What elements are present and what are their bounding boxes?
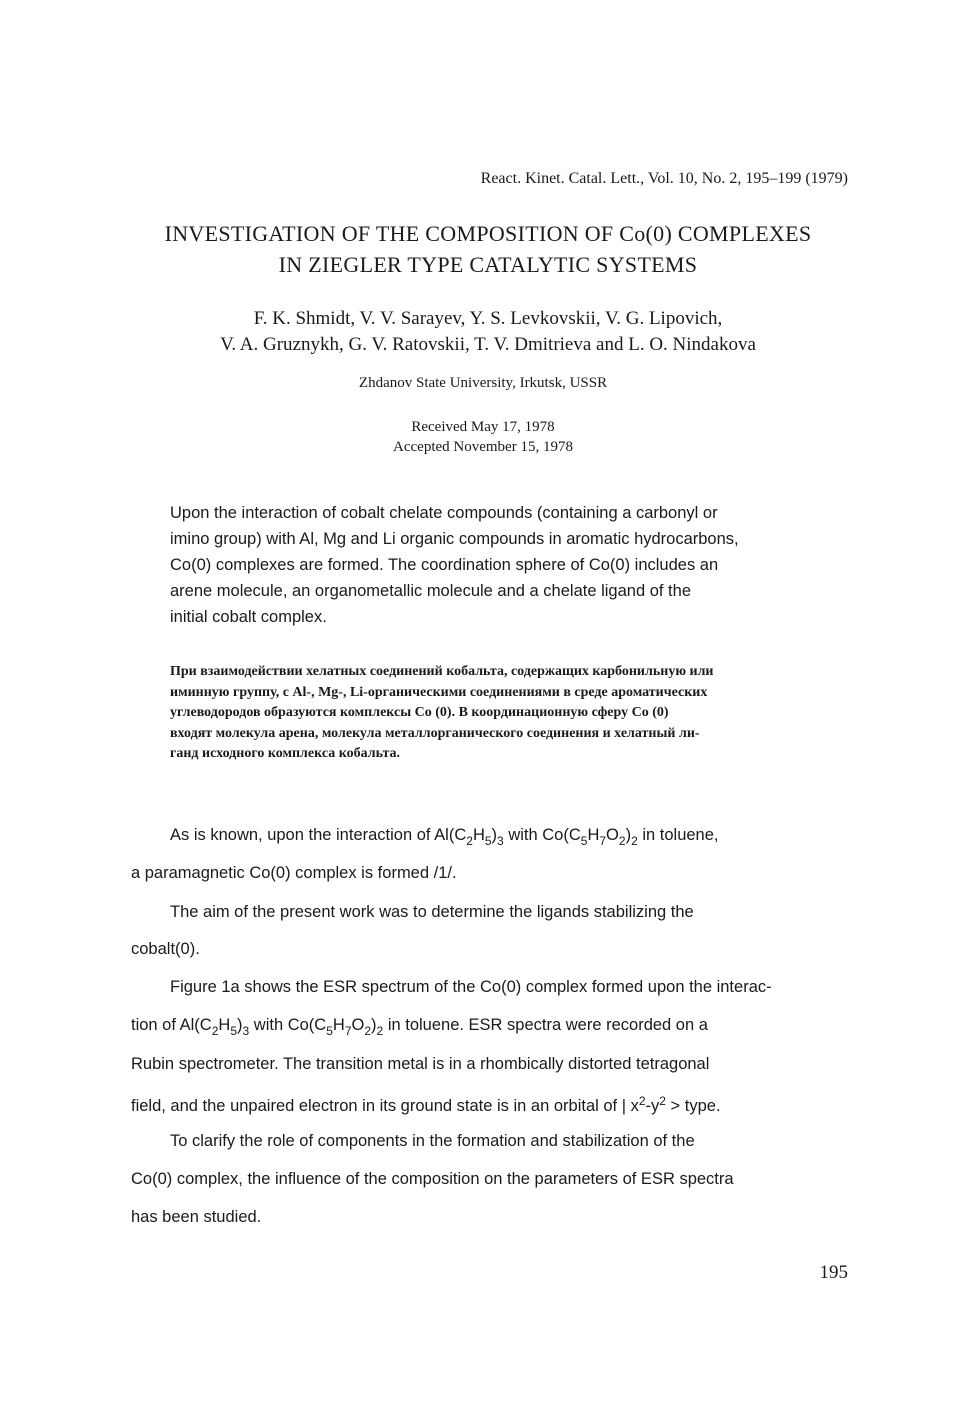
abstract-en-line: initial cobalt complex. bbox=[170, 608, 327, 626]
author-list bbox=[0, 306, 976, 358]
abstract-en-line: arene molecule, an organometallic molecule and a chelate ligand of the bbox=[170, 582, 691, 600]
journal-reference: React. Kinet. Catal. Lett., Vol. 10, No. 2, 195–199 (1979) bbox=[480, 170, 848, 187]
body-paragraph-1-line-2: a paramagnetic Co(0) complex is formed /1/. bbox=[131, 864, 457, 882]
paper-title bbox=[0, 218, 976, 280]
page-number: 195 bbox=[819, 1262, 848, 1283]
abstract-english bbox=[170, 500, 860, 630]
abstract-ru-line: При взаимодействии хелатных соединений кобальта, содержащих карбонильную или bbox=[170, 664, 714, 679]
body-paragraph-4-line-1: To clarify the role of components in the formation and stabilization of the bbox=[170, 1132, 695, 1150]
submission-dates bbox=[0, 417, 966, 457]
body-paragraph-4-line-2: Co(0) complex, the influence of the composition on the parameters of ESR spectra bbox=[131, 1170, 734, 1188]
body-paragraph-3-line-2: tion of $Al(C_2H_5)_3$ with $Co(C_5H_7O_2)_2$ in toluene. ESR spectra were recorded on a bbox=[131, 1016, 708, 1038]
abstract-russian bbox=[170, 662, 870, 765]
body-paragraph-3-line-3: Rubin spectrometer. The transition metal is in a rhombically distorted tetragonal bbox=[131, 1055, 710, 1073]
body-paragraph-4-line-3: has been studied. bbox=[131, 1208, 262, 1226]
received-date: Received May 17, 1978 bbox=[411, 419, 555, 435]
body-paragraph-3-line-1: Figure 1a shows the ESR spectrum of the Co(0) complex formed upon the interac- bbox=[170, 978, 772, 996]
body-paragraph-2-line-1: The aim of the present work was to determine the ligands stabilizing the bbox=[170, 903, 694, 921]
abstract-en-line: imino group) with Al, Mg and Li organic compounds in aromatic hydrocarbons, bbox=[170, 530, 739, 548]
abstract-ru-line: входят молекула арена, молекула металлорганического соединения и хелатный ли- bbox=[170, 725, 700, 741]
body-paragraph-2-line-2: cobalt(0). bbox=[131, 940, 200, 958]
abstract-ru-line: иминную группу, с Al-, Mg-, Li-органическими соединениями в среде ароматических bbox=[170, 684, 708, 700]
abstract-ru-line: ганд исходного комплекса кобальта. bbox=[170, 746, 400, 761]
authors-line-1: F. K. Shmidt, V. V. Sarayev, Y. S. Levkovskii, V. G. Lipovich, bbox=[253, 308, 723, 329]
abstract-ru-line: углеводородов образуются комплексы Co (0). В координационную сферу Co (0) bbox=[170, 705, 669, 720]
authors-line-2: V. A. Gruznykh, G. V. Ratovskii, T. V. Dmitrieva and L. O. Nindakova bbox=[220, 334, 756, 355]
title-line-1: INVESTIGATION OF THE COMPOSITION OF Co(0) COMPLEXES bbox=[164, 221, 812, 246]
title-line-2: IN ZIEGLER TYPE CATALYTIC SYSTEMS bbox=[278, 252, 698, 277]
abstract-en-line: Upon the interaction of cobalt chelate compounds (containing a carbonyl or bbox=[170, 504, 718, 522]
abstract-en-line: Co(0) complexes are formed. The coordination sphere of Co(0) includes an bbox=[170, 556, 719, 574]
body-paragraph-1-line-1: As is known, upon the interaction of $Al(C_2H_5)_3$ with $Co(C_5H_7O_2)_2$ in toluene, bbox=[170, 826, 719, 848]
accepted-date: Accepted November 15, 1978 bbox=[393, 439, 573, 455]
affiliation: Zhdanov State University, Irkutsk, USSR bbox=[358, 375, 608, 391]
body-paragraph-3-line-4: field, and the unpaired electron in its ground state is in an orbital of | $x^2-y^2$ > type. bbox=[131, 1094, 721, 1115]
